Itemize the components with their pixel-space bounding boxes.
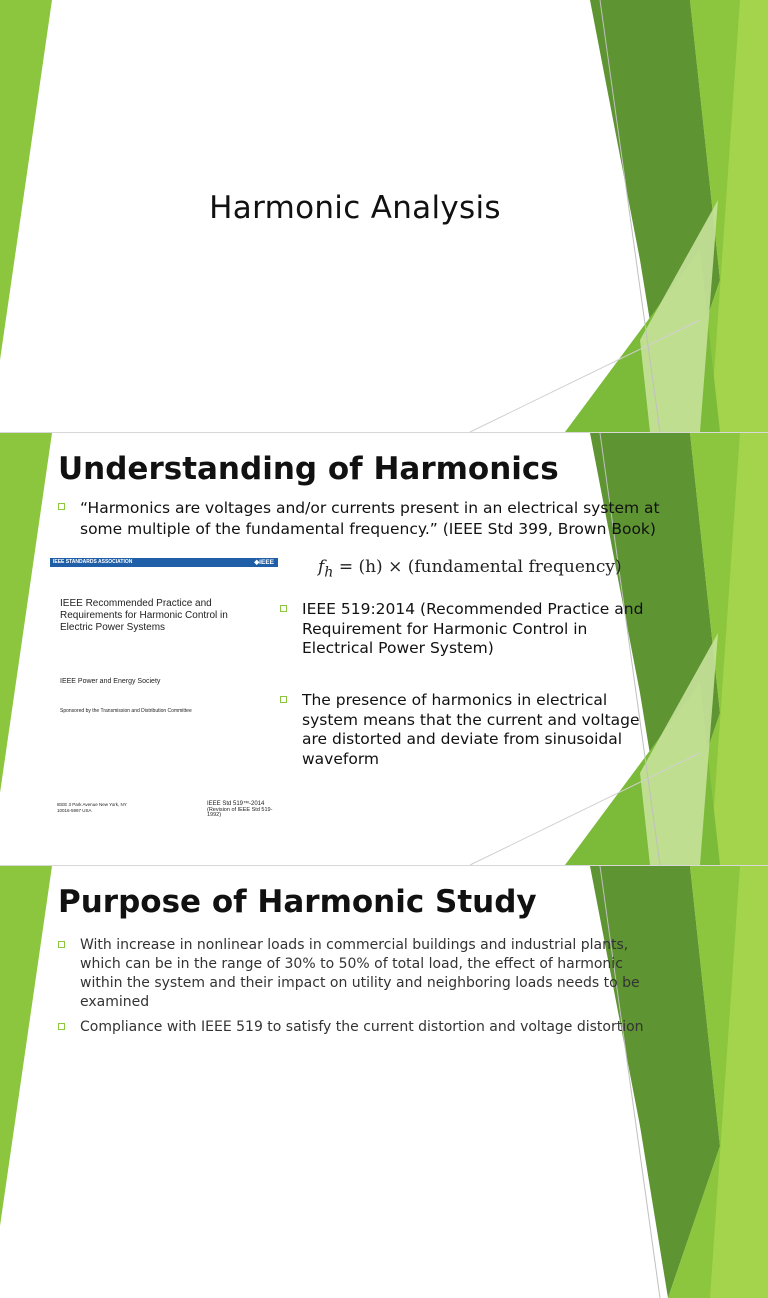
bullet-text: With increase in nonlinear loads in commercial buildings and industrial plants, which can be in the range of 30% to 50% of total load, the effect of harmonic within the system and their impact on utility and neighboring loads needs to be examined <box>80 937 640 1010</box>
slide-understanding <box>0 433 768 865</box>
document-society: IEEE Power and Energy Society <box>60 678 161 685</box>
bullet-text: IEEE 519:2014 (Recommended Practice and Requirement for Harmonic Control in Electrical Power System) <box>302 600 644 657</box>
ieee-document-cover-image <box>50 558 280 833</box>
document-title: IEEE Recommended Practice and Requirements for Harmonic Control in Electric Power Systems <box>60 598 228 633</box>
bullet-square-icon <box>280 696 287 703</box>
slide-purpose <box>0 866 768 1035</box>
bullet-square-icon <box>280 605 287 612</box>
left-green-triangle <box>0 866 52 1226</box>
slide-heading: Understanding of Harmonics <box>58 451 559 487</box>
bullet-harmonics-definition <box>58 498 678 540</box>
ieee-logo-icon: ◆IEEE <box>254 559 274 566</box>
document-header-left: IEEE STANDARDS ASSOCIATION <box>53 559 133 565</box>
bullet-text: Compliance with IEEE 519 to satisfy the current distortion and voltage distortion <box>80 1019 644 1035</box>
bullet-harmonics-presence <box>280 691 640 769</box>
bullet-square-icon <box>58 503 65 510</box>
harmonic-frequency-formula <box>318 557 622 580</box>
document-sponsor: Sponsored by the Transmission and Distribution Committee <box>60 708 192 714</box>
bullet-text: “Harmonics are voltages and/or currents present in an electrical system at some multiple of the fundamental frequency.” (IEEE Std 399, Brown Book) <box>80 499 660 538</box>
left-green-triangle <box>0 0 52 360</box>
slide-title <box>0 0 768 432</box>
bullet-text: The presence of harmonics in electrical system means that the current and voltage are distorted and deviate from sinusoidal waveform <box>302 691 640 768</box>
document-header-bar <box>50 558 278 567</box>
document-std-id: IEEE Std 519™-2014 <box>207 801 265 807</box>
bullet-nonlinear-loads <box>58 936 668 1012</box>
document-std-number <box>207 802 277 819</box>
bullet-square-icon <box>58 941 65 948</box>
left-green-triangle <box>0 433 52 793</box>
slide-heading: Purpose of Harmonic Study <box>58 884 537 920</box>
document-std-revision: (Revision of IEEE Std 519-1992) <box>207 806 273 818</box>
slide-title-text: Harmonic Analysis <box>209 190 501 226</box>
bullet-ieee-519 <box>280 600 660 659</box>
bullet-compliance <box>58 1018 758 1037</box>
formula-lhs-subscript: h <box>324 564 334 581</box>
slide-decoration <box>0 866 768 1298</box>
document-address: IEEE 3 Park Avenue New York, NY 10016-5997 USA <box>57 802 127 813</box>
formula-rhs: = (h) × (fundamental frequency) <box>333 557 622 577</box>
bullet-square-icon <box>58 1023 65 1030</box>
formula-lhs: f <box>318 557 325 577</box>
